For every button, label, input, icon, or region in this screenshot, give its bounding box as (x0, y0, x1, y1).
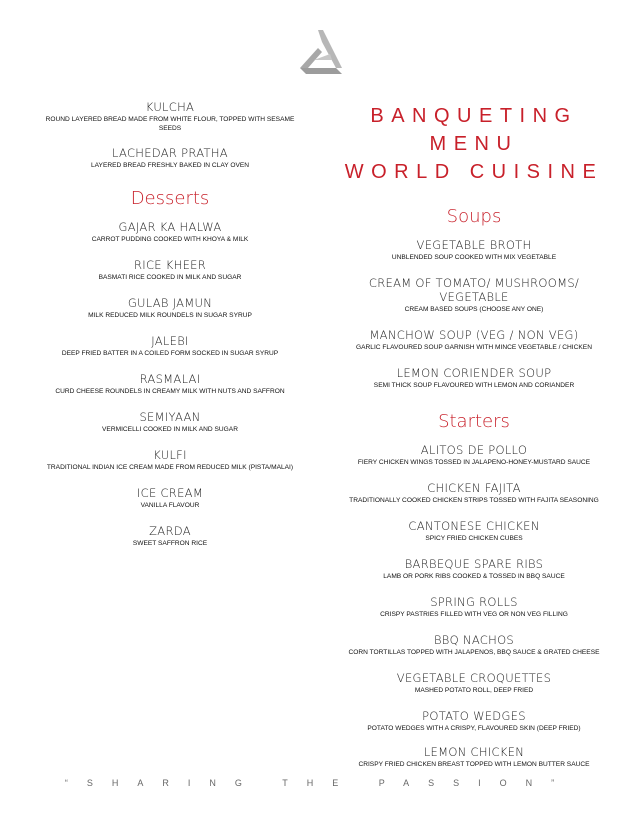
item-description: UNBLENDED SOUP COOKED WITH MIX VEGETABLE (391, 254, 557, 261)
menu-title-line1: BANQUETING MENU (370, 105, 578, 155)
starters-list (340, 443, 608, 769)
item-name: ICE CREAM (136, 486, 204, 500)
item-description: MILK REDUCED MILK ROUNDELS IN SUGAR SYRUP (88, 312, 252, 319)
item-name: CREAM OF TOMATO/ MUSHROOMS/ VEGETABLE (368, 276, 580, 304)
item-description: TRADITIONAL INDIAN ICE CREAM MADE FROM REDUCED MILK (PISTA/MALAI) (46, 464, 294, 471)
item-name: CANTONESE CHICKEN (408, 519, 540, 533)
item-name: CHICKEN FAJITA (427, 481, 521, 495)
item-description: ROUND LAYERED BREAD MADE FROM WHITE FLOUR, TOPPED WITH SESAME SEEDS (45, 116, 295, 132)
item-description: BASMATI RICE COOKED IN MILK AND SUGAR (98, 274, 242, 281)
brand-logo-icon (296, 28, 346, 76)
list-item (340, 276, 608, 314)
list-item (340, 745, 608, 769)
item-description: CREAM BASED SOUPS (CHOOSE ANY ONE) (404, 306, 544, 313)
item-name: JALEBI (151, 334, 189, 348)
item-description: TRADITIONALLY COOKED CHICKEN STRIPS TOSSED WITH FAJITA SEASONING (349, 497, 599, 504)
item-name: ALITOS DE POLLO (420, 443, 528, 457)
list-item (30, 258, 310, 282)
item-name: SEMIYAAN (139, 410, 201, 424)
list-item (340, 481, 608, 505)
section-title-starters: Starters (438, 411, 510, 432)
item-name: VEGETABLE CROQUETTES (396, 671, 552, 685)
list-item (340, 671, 608, 695)
item-name: ZARDA (149, 524, 191, 538)
item-description: CURD CHEESE ROUNDELS IN CREAMY MILK WITH NUTS AND SAFFRON (55, 388, 285, 395)
item-description: FIERY CHICKEN WINGS TOSSED IN JALAPENO-HONEY-MUSTARD SAUCE (357, 459, 591, 466)
item-description: VERMICELLI COOKED IN MILK AND SUGAR (102, 426, 238, 433)
item-description: MASHED POTATO ROLL, DEEP FRIED (414, 687, 534, 694)
soups-list (340, 238, 608, 390)
item-name: MANCHOW SOUP (VEG / NON VEG) (369, 328, 579, 342)
item-description: VANILLA FLAVOUR (140, 502, 200, 509)
item-description: LAYERED BREAD FRESHLY BAKED IN CLAY OVEN (90, 162, 250, 169)
item-name: BARBEQUE SPARE RIBS (404, 557, 544, 571)
item-name: LACHEDAR PRATHA (112, 146, 228, 160)
item-description: CRISPY PASTRIES FILLED WITH VEG OR NON VEG FILLING (380, 611, 568, 618)
list-item (340, 633, 608, 657)
list-item (340, 709, 608, 733)
list-item (30, 100, 310, 133)
list-item (30, 220, 310, 244)
item-name: KULFI (153, 448, 187, 462)
item-name: LEMON CORIENDER SOUP (396, 366, 552, 380)
list-item (30, 410, 310, 434)
item-name: GAJAR KA HALWA (118, 220, 222, 234)
left-column (30, 100, 310, 548)
item-description: SPICY FRIED CHICKEN CUBES (425, 535, 523, 542)
item-description: SEMI THICK SOUP FLAVOURED WITH LEMON AND CORIANDER (373, 382, 575, 389)
list-item (30, 334, 310, 358)
list-item (30, 486, 310, 510)
footer-tagline: “SHARING THE PASSION” (64, 778, 574, 788)
list-item (340, 443, 608, 467)
list-item (30, 146, 310, 170)
right-column (340, 100, 608, 769)
menu-title-line2: WORLD CUISINE (344, 161, 604, 183)
item-name: BBQ NACHOS (433, 633, 515, 647)
item-name: KULCHA (145, 100, 195, 114)
list-item (340, 238, 608, 262)
item-name: RASMALAI (139, 372, 201, 386)
list-item (30, 372, 310, 396)
section-title-soups: Soups (446, 206, 502, 227)
list-item (30, 296, 310, 320)
item-name: LEMON CHICKEN (423, 745, 525, 759)
item-description: CORN TORTILLAS TOPPED WITH JALAPENOS, BBQ SAUCE & GRATED CHEESE (348, 649, 600, 656)
list-item (340, 519, 608, 543)
item-name: POTATO WEDGES (422, 709, 526, 723)
desserts-list (30, 220, 310, 548)
item-name: SPRING ROLLS (430, 595, 518, 609)
item-description: SWEET SAFFRON RICE (132, 540, 208, 547)
item-description: LAMB OR PORK RIBS COOKED & TOSSED IN BBQ SAUCE (383, 573, 565, 580)
section-title-desserts: Desserts (130, 188, 210, 209)
list-item (30, 448, 310, 472)
item-description: GARLIC FLAVOURED SOUP GARNISH WITH MINCE VEGETABLE / CHICKEN (356, 344, 592, 351)
item-description: CARROT PUDDING COOKED WITH KHOYA & MILK (91, 236, 249, 243)
item-name: RICE KHEER (133, 258, 207, 272)
list-item (340, 595, 608, 619)
item-name: VEGETABLE BROTH (416, 238, 532, 252)
item-description: POTATO WEDGES WITH A CRISPY, FLAVOURED SKIN (DEEP FRIED) (367, 725, 581, 732)
item-description: DEEP FRIED BATTER IN A COILED FORM SOCKED IN SUGAR SYRUP (61, 350, 279, 357)
list-item (340, 328, 608, 352)
item-name: GULAB JAMUN (127, 296, 213, 310)
list-item (30, 524, 310, 548)
list-item (340, 557, 608, 581)
item-description: CRISPY FRIED CHICKEN BREAST TOPPED WITH LEMON BUTTER SAUCE (358, 761, 590, 768)
list-item (340, 366, 608, 390)
